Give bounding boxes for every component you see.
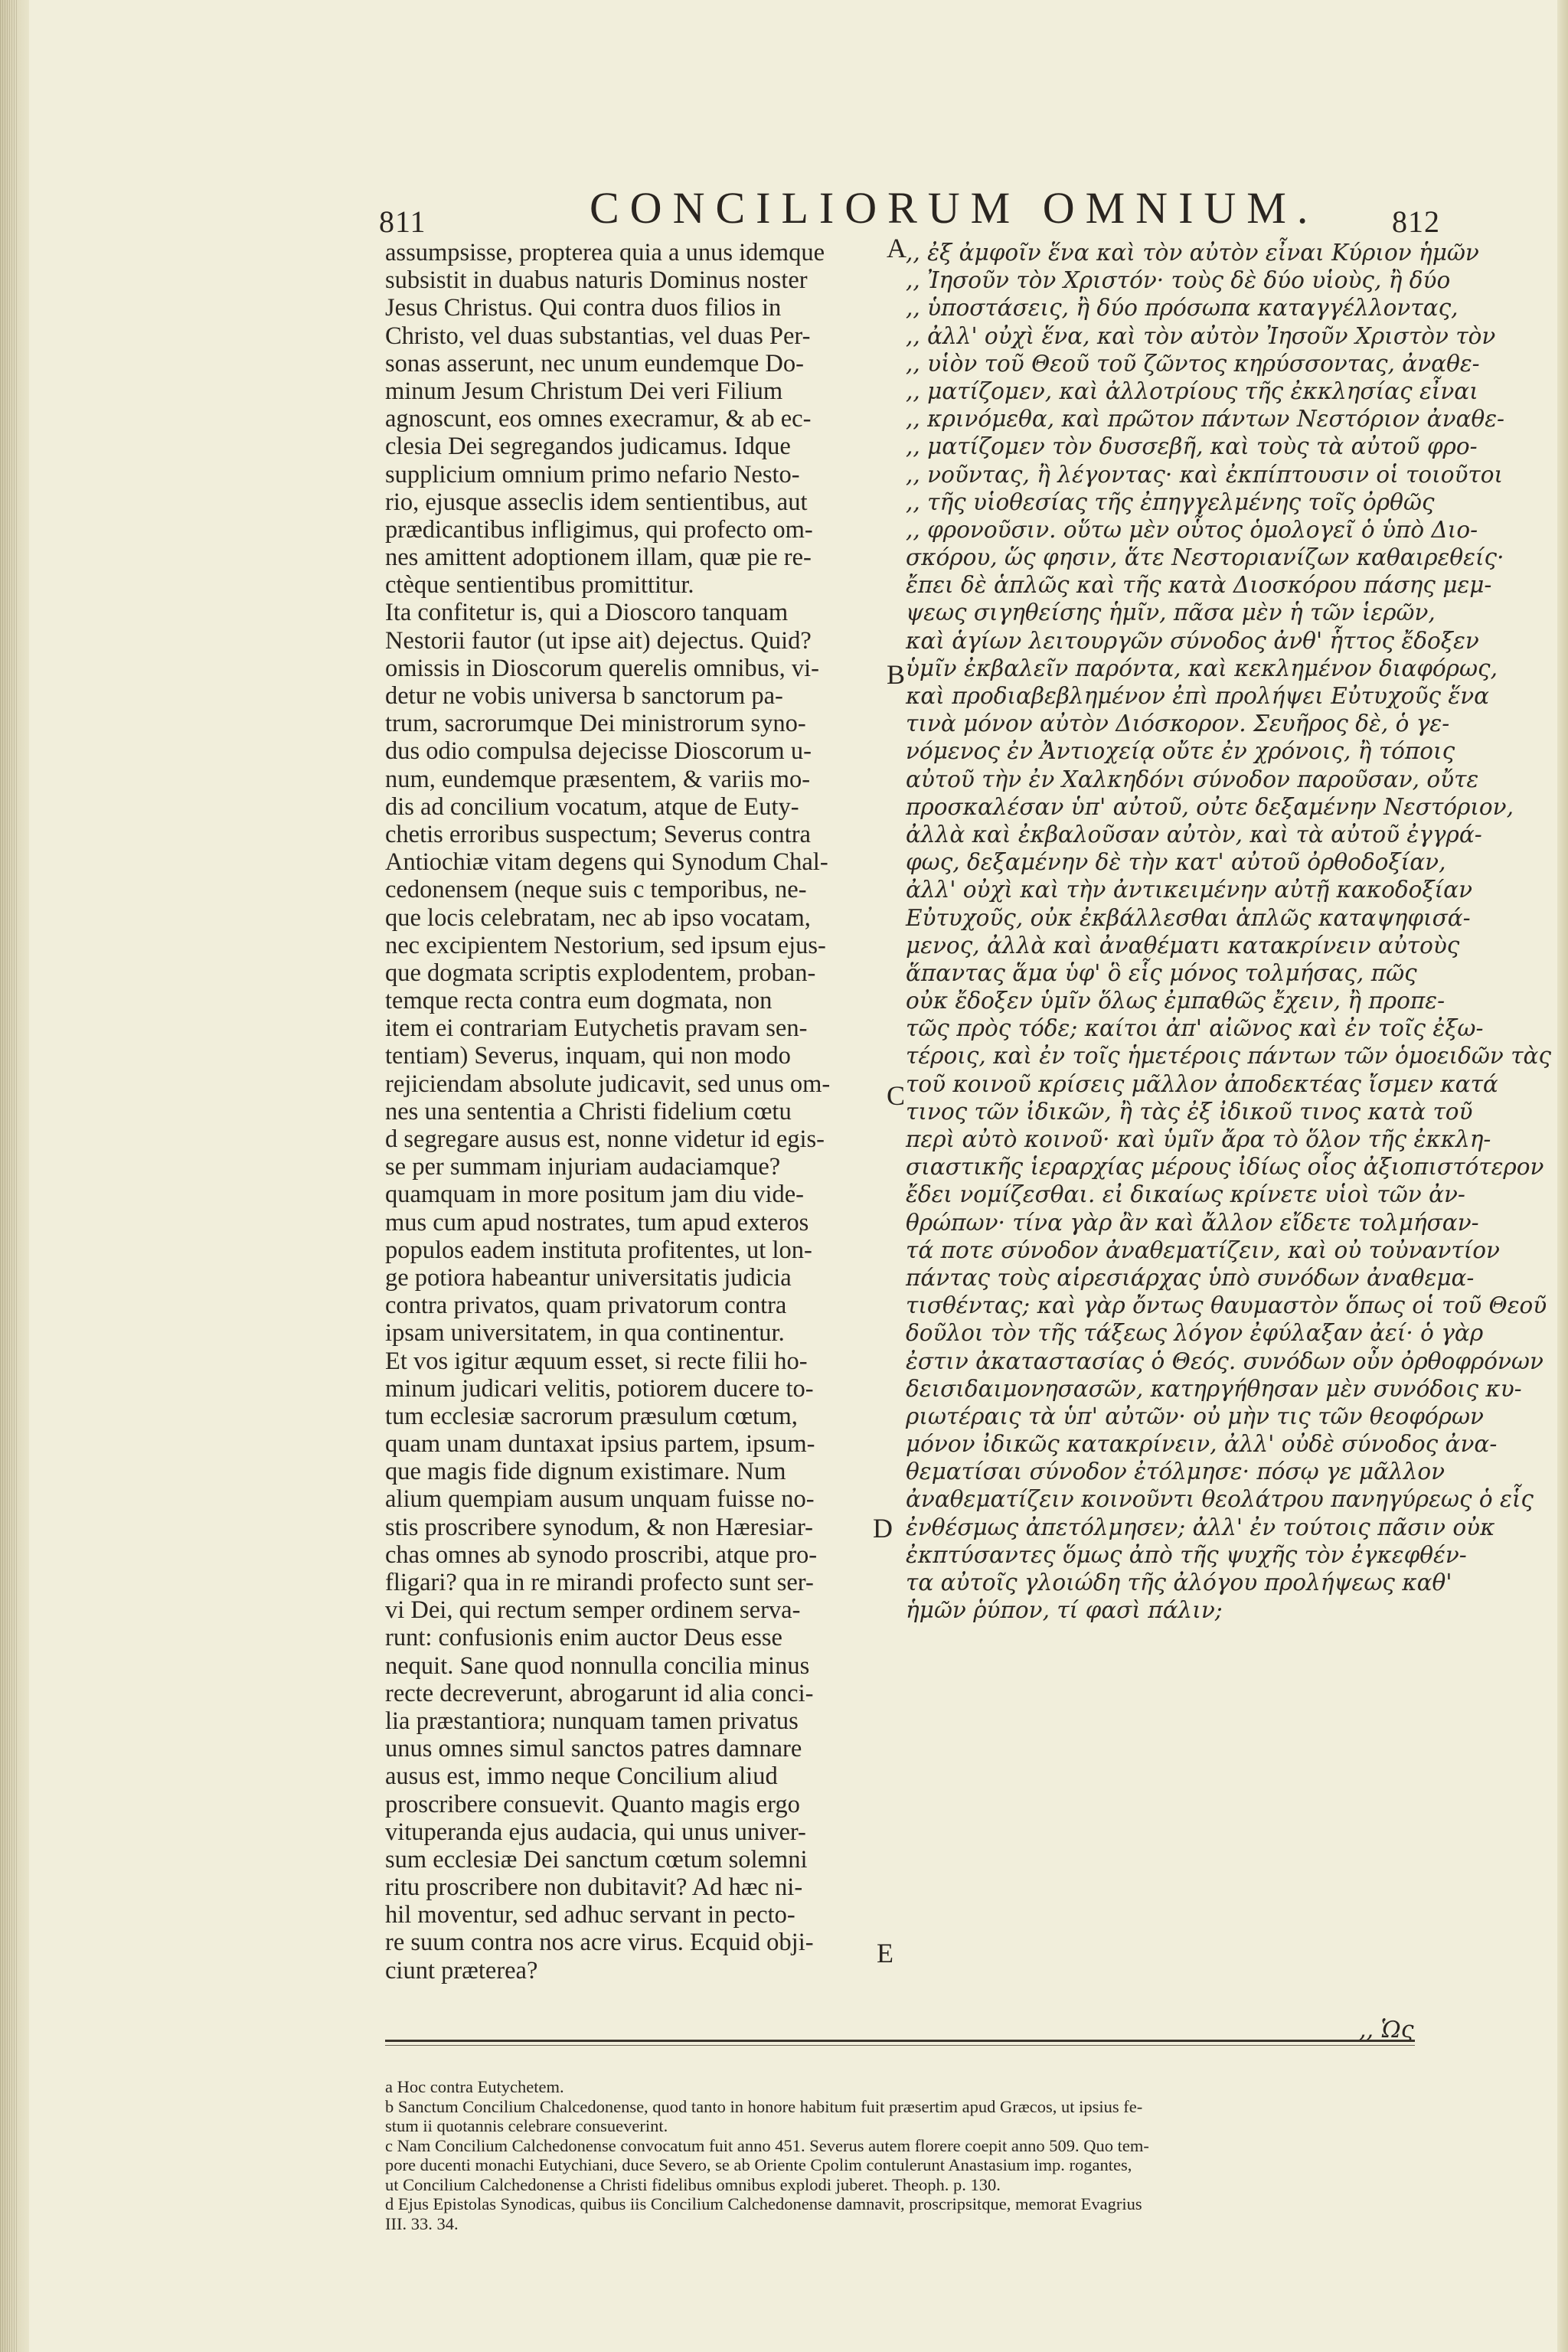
latin-text-line: proscribere consuevit. Quanto magis ergo bbox=[385, 1790, 800, 1818]
footnote-line: stum ii quotannis celebrare consueverint. bbox=[385, 2116, 668, 2135]
margin-letter-e: E bbox=[877, 1938, 893, 1968]
greek-text-line: τά ποτε σύνοδον ἀναθεματίζειν, καὶ οὐ τοὐναντίον bbox=[906, 1236, 1500, 1263]
latin-text-line: ctèque sentientibus promittitur. bbox=[385, 571, 694, 599]
greek-text-line: ἡμῶν ῥύπον, τί φασὶ πάλιν; bbox=[906, 1597, 1223, 1624]
running-title: CONCILIORUM OMNIUM. bbox=[590, 183, 1319, 233]
page-number-left: 811 bbox=[379, 204, 426, 239]
greek-text-line: θρώπων· τίνα γὰρ ἂν καὶ ἄλλον εἴδετε τολμήσαν- bbox=[906, 1209, 1479, 1236]
margin-letter-c: C bbox=[887, 1080, 906, 1111]
greek-text-line: ,, ματίζομεν, καὶ ἀλλοτρίους τῆς ἐκκλησίας εἶναι bbox=[906, 377, 1478, 404]
latin-text-line: contra privatos, quam privatorum contra bbox=[385, 1292, 787, 1320]
greek-text-line: ,, ὑποστάσεις, ἢ δύο πρόσωπα καταγγέλλοντας, bbox=[906, 295, 1459, 322]
latin-text-line: dis ad concilium vocatum, atque de Euty- bbox=[385, 792, 799, 821]
greek-text-line: ,, ματίζομεν τὸν δυσσεβῆ, καὶ τοὺς τὰ αὐτοῦ φρο- bbox=[906, 433, 1478, 460]
latin-text-line: mus cum apud nostrates, tum apud exteros bbox=[385, 1208, 809, 1236]
greek-text-line: ,, ἀλλ' οὐχὶ ἕνα, καὶ τὸν αὐτὸν Ἰησοῦν Χριστὸν τὸν bbox=[906, 322, 1496, 349]
latin-text-line: unus omnes simul sanctos patres damnare bbox=[385, 1735, 802, 1763]
latin-text-line: item ei contrariam Eutychetis pravam sen- bbox=[385, 1014, 808, 1043]
latin-text-line: vituperanda ejus audacia, qui unus univer- bbox=[385, 1818, 806, 1846]
footnote-line: ut Concilium Calchedonense a Christi fidelibus omnibus explodi juberet. Theoph. p. 130. bbox=[385, 2174, 1001, 2194]
greek-text-line: ἐστιν ἀκαταστασίας ὁ Θεός. συνόδων οὖν ὀρθοφρόνων bbox=[906, 1348, 1544, 1374]
latin-text-line: agnoscunt, eos omnes execramur, & ab ec- bbox=[385, 405, 812, 433]
latin-text-line: fligari? qua in re mirandi profecto sunt ser- bbox=[385, 1569, 814, 1596]
greek-text-line: ,, κρινόμεθα, καὶ πρῶτον πάντων Νεστόριον ἀναθε- bbox=[906, 406, 1505, 433]
greek-text-line: θεματίσαι σύνοδον ἐτόλμησε· πόσῳ γε μᾶλλον bbox=[906, 1459, 1446, 1485]
footnote-line: d Ejus Epistolas Synodicas, quibus iis Concilium Calchedonense damnavit, proscripsitque, memorat Evagrius bbox=[385, 2194, 1142, 2213]
greek-text-line: ,, Ἰησοῦν τὸν Χριστόν· τοὺς δὲ δύο υἱοὺς, ἢ δύο bbox=[906, 267, 1451, 294]
latin-text-line: prædicantibus infligimus, qui profecto om- bbox=[385, 515, 813, 544]
latin-text-line: recte decreverunt, abrogarunt id alia conci- bbox=[385, 1679, 814, 1707]
latin-text-line: ge potiora habeantur universitatis judicia bbox=[385, 1263, 792, 1292]
greek-text-line: ἔπει δὲ ἁπλῶς καὶ τῆς κατὰ Διοσκόρου πάσης μεμ- bbox=[906, 572, 1492, 599]
latin-text-line: vi Dei, qui rectum semper ordinem serva- bbox=[385, 1596, 801, 1625]
right-page-edge bbox=[1557, 0, 1568, 2352]
greek-text-line: ἅπαντας ἅμα ὑφ' ὃ εἷς μόνος τολμήσας, πῶς bbox=[906, 959, 1417, 986]
latin-text-line: trum, sacrorumque Dei ministrorum syno- bbox=[385, 710, 806, 738]
greek-text-line: ἔδει νομίζεσθαι. εἰ δικαίως κρίνετε υἱοὶ τῶν ἀν- bbox=[906, 1181, 1465, 1208]
greek-text-line: ,, υἱὸν τοῦ Θεοῦ τοῦ ζῶντος κηρύσσοντας, ἀναθε- bbox=[906, 350, 1480, 377]
latin-text-line: re suum contra nos acre virus. Ecquid obji- bbox=[385, 1929, 814, 1957]
latin-text-line: nec excipientem Nestorium, sed ipsum ejus- bbox=[385, 931, 826, 959]
margin-letter-d: D bbox=[873, 1513, 893, 1544]
footnote-line: III. 33. 34. bbox=[385, 2213, 459, 2233]
greek-text-line: τισθέντας; καὶ γὰρ ὄντως θαυμαστὸν ὅπως οἱ τοῦ Θεοῦ bbox=[906, 1292, 1547, 1319]
latin-text-line: populos eadem instituta profitentes, ut lon- bbox=[385, 1236, 812, 1264]
greek-text-line: ἀλλ' οὐχὶ καὶ τὴν ἀντικειμένην αὐτῇ κακοδοξίαν bbox=[906, 877, 1473, 903]
greek-text-line: τα αὐτοῖς γλοιώδη τῆς ἀλόγου προλήψεως καθ' bbox=[906, 1570, 1452, 1596]
greek-text-line: προσκαλέσαν ὑπ' αὐτοῦ, οὐτε δεξαμένην Νεστόριον, bbox=[906, 793, 1514, 820]
latin-text-line: detur ne vobis universa b sanctorum pa- bbox=[385, 682, 783, 710]
latin-text-line: sonas asserunt, nec unum eundemque Do- bbox=[385, 349, 804, 377]
greek-text-line: ριωτέραις τὰ ὑπ' αὐτῶν· οὐ μὴν τις τῶν θεοφόρων bbox=[906, 1403, 1484, 1429]
latin-text-line: alium quempiam ausum unquam fuisse no- bbox=[385, 1485, 815, 1514]
latin-text-line: num, eundemque præsentem, & variis mo- bbox=[385, 765, 811, 793]
latin-text-line: runt: confusionis enim auctor Deus esse bbox=[385, 1624, 782, 1652]
greek-text-line: φως, δεξαμένην δὲ τὴν κατ' αὐτοῦ ὀρθοδοξίαν, bbox=[906, 849, 1446, 876]
latin-text-line: chas omnes ab synodo proscribi, atque pro- bbox=[385, 1540, 818, 1569]
latin-text-line: nes amittent adoptionem illam, quæ pie re- bbox=[385, 544, 812, 572]
footnote-line: c Nam Concilium Calchedonense convocatum fuit anno 451. Severus autem florere coepit anno 509. Quo tem- bbox=[385, 2135, 1149, 2155]
greek-text-line: τοῦ κοινοῦ κρίσεις μᾶλλον ἀποδεκτέας ἴσμεν κατά bbox=[906, 1070, 1498, 1097]
latin-text-line: stis proscribere synodum, & non Hæresiar- bbox=[385, 1513, 813, 1541]
footnotes bbox=[385, 2077, 1415, 2233]
greek-text-line: περὶ αὐτὸ κοινοῦ· καὶ ὑμῖν ἄρα τὸ ὅλον τῆς ἐκκλη- bbox=[906, 1126, 1491, 1152]
latin-text-line: Nestorii fautor (ut ipse ait) dejectus. Quid? bbox=[385, 626, 812, 655]
greek-text-line: ,, νοῦντας, ἢ λέγοντας· καὶ ἐκπίπτουσιν οἱ τοιοῦτοι bbox=[906, 461, 1504, 488]
latin-text-line: nequit. Sane quod nonnulla concilia minus bbox=[385, 1651, 810, 1680]
latin-text-line: dus odio compulsa dejecisse Dioscorum u- bbox=[385, 737, 812, 766]
footnote-rule-thin bbox=[385, 2045, 1415, 2046]
greek-text-line: ,, τῆς υἱοθεσίας τῆς ἐπηγγελμένης τοῖς ὀρθῶς bbox=[906, 488, 1435, 515]
greek-text-line: σιαστικῆς ἱεραρχίας μέρους ἰδίως οἷος ἀξιοπιστότερον bbox=[906, 1154, 1544, 1181]
latin-text-line: ausus est, immo neque Concilium aliud bbox=[385, 1762, 778, 1791]
page-number-right: 812 bbox=[1392, 204, 1440, 239]
latin-text-line: quamquam in more positum jam diu vide- bbox=[385, 1181, 804, 1209]
latin-text-line: lia præstantiora; nunquam tamen privatus bbox=[385, 1707, 799, 1735]
latin-text-line: ritu proscribere non dubitavit? Ad hæc ni- bbox=[385, 1873, 803, 1902]
footnote-line: a Hoc contra Eutychetem. bbox=[385, 2077, 564, 2096]
greek-text-line: ἀλλὰ καὶ ἐκβαλοῦσαν αὐτὸν, καὶ τὰ αὐτοῦ ἐγγρά- bbox=[906, 821, 1482, 848]
latin-text-line: subsistit in duabus naturis Dominus noster bbox=[385, 266, 808, 295]
greek-column bbox=[906, 239, 1551, 1624]
latin-text-line: Jesus Christus. Qui contra duos filios in bbox=[385, 294, 782, 322]
latin-text-line: minum judicari velitis, potiorem ducere to- bbox=[385, 1374, 814, 1403]
latin-text-line: que dogmata scriptis explodentem, proban- bbox=[385, 959, 816, 987]
latin-text-line: Ita confitetur is, qui a Dioscoro tanquam bbox=[385, 599, 789, 627]
latin-text-line: que magis fide dignum existimare. Num bbox=[385, 1458, 786, 1486]
latin-text-line: ipsam universitatem, in qua continentur. bbox=[385, 1319, 785, 1348]
greek-text-line: ἐκπτύσαντες ὅμως ἀπὸ τῆς ψυχῆς τὸν ἐγκεφθέν- bbox=[906, 1541, 1467, 1568]
greek-text-line: πάντας τοὺς αἱρεσιάρχας ὑπὸ συνόδων ἀναθεμα- bbox=[906, 1264, 1475, 1291]
greek-text-line: δεισιδαιμονησασῶν, κατηργήθησαν μὲν συνόδοις κυ- bbox=[906, 1375, 1522, 1402]
greek-text-line: ἀναθεματίζειν κοινοῦντι θεολάτρου πανηγύρεως ὁ εἷς bbox=[906, 1486, 1534, 1513]
latin-text-line: tentiam) Severus, inquam, qui non modo bbox=[385, 1042, 791, 1070]
footnote-line: pore ducenti monachi Eutychiani, duce Severo, se ab Oriente Cpolim contulerunt Anastasium imp. rogantes, bbox=[385, 2155, 1132, 2174]
greek-text-line: τινος τῶν ἰδικῶν, ἢ τὰς ἐξ ἰδικοῦ τινος κατὰ τοῦ bbox=[906, 1098, 1473, 1125]
latin-text-line: d segregare ausus est, nonne videtur id egis- bbox=[385, 1125, 825, 1153]
latin-text-line: Antiochiæ vitam degens qui Synodum Chal- bbox=[385, 848, 828, 877]
latin-text-line: ciunt præterea? bbox=[385, 1956, 538, 1984]
greek-text-line: νόμενος ἐν Ἀντιοχείᾳ οὔτε ἐν χρόνοις, ἢ τόποις bbox=[906, 738, 1455, 765]
greek-text-line: καὶ ἁγίων λειτουργῶν σύνοδος ἀνθ' ἧττος ἔδοξεν bbox=[906, 627, 1479, 654]
margin-letter-b: B bbox=[887, 659, 906, 690]
greek-text-line: τέροις, καὶ ἐν τοῖς ἡμετέροις πάντων τῶν ὁμοειδῶν τὰς bbox=[906, 1043, 1551, 1070]
greek-text-line: αὐτοῦ τὴν ἐν Χαλκηδόνι σύνοδον παροῦσαν, οὔτε bbox=[906, 766, 1479, 792]
latin-text-line: que locis celebratam, nec ab ipso vocatam, bbox=[385, 903, 811, 932]
greek-text-line: ὑμῖν ἐκβαλεῖν παρόντα, καὶ κεκλημένον διαφόρως, bbox=[906, 655, 1498, 681]
latin-text-line: Et vos igitur æquum esset, si recte filii ho- bbox=[385, 1347, 808, 1375]
latin-column bbox=[385, 239, 884, 1984]
greek-text-line: ,, ἐξ ἀμφοῖν ἕνα καὶ τὸν αὐτὸν εἶναι Κύριον ἡμῶν bbox=[906, 240, 1479, 266]
greek-text-line: δοῦλοι τὸν τῆς τάξεως λόγον ἐφύλαξαν ἀεί· ὁ γὰρ bbox=[906, 1320, 1484, 1347]
greek-text-line: ,, φρονοῦσιν. οὕτω μὲν οὗτος ὁμολογεῖ ὁ ὑπὸ Διο- bbox=[906, 516, 1478, 543]
latin-text-line: Christo, vel duas substantias, vel duas Per- bbox=[385, 322, 811, 350]
greek-text-line: τῶς πρὸς τόδε; καίτοι ἀπ' αἰῶνος καὶ ἐν τοῖς ἐξω- bbox=[906, 1015, 1484, 1042]
latin-text-line: cedonensem (neque suis c temporibus, ne- bbox=[385, 876, 807, 904]
greek-text-line: ψεως σιγηθείσης ἡμῖν, πᾶσα μὲν ἡ τῶν ἱερῶν, bbox=[906, 599, 1436, 626]
greek-text-line: τινὰ μόνον αὐτὸν Διόσκορον. Σευῆρος δὲ, ὁ γε- bbox=[906, 710, 1450, 737]
footnote-line: b Sanctum Concilium Chalcedonense, quod tanto in honore habitum fuit præsertim apud Græcos, ut ipsius fe- bbox=[385, 2096, 1143, 2116]
latin-text-line: supplicium omnium primo nefario Nesto- bbox=[385, 460, 800, 488]
catchword: ,, Ὡς bbox=[1359, 2017, 1414, 2043]
latin-text-line: quam unam duntaxat ipsius partem, ipsum- bbox=[385, 1430, 815, 1459]
latin-text-line: minum Jesum Christum Dei veri Filium bbox=[385, 377, 783, 405]
margin-letter-a: A bbox=[887, 233, 906, 263]
latin-text-line: tum ecclesiæ sacrorum præsulum cœtum, bbox=[385, 1402, 798, 1430]
latin-text-line: se per summam injuriam audaciamque? bbox=[385, 1153, 781, 1181]
greek-text-line: ἐνθέσμως ἀπετόλμησεν; ἀλλ' ἐν τούτοις πᾶσιν οὐκ bbox=[906, 1514, 1495, 1540]
latin-text-line: temque recta contra eum dogmata, non bbox=[385, 987, 773, 1015]
greek-text-line: σκόρου, ὥς φησιν, ἅτε Νεστοριανίζων καθαιρεθείς· bbox=[906, 544, 1504, 571]
latin-text-line: rio, ejusque asseclis idem sentientibus, aut bbox=[385, 488, 808, 516]
greek-text-line: μόνον ἰδικῶς κατακρίνειν, ἀλλ' οὐδὲ σύνοδος ἀνα- bbox=[906, 1431, 1498, 1458]
greek-text-line: μενος, ἀλλὰ καὶ ἀναθέματι κατακρίνειν αὐτοὺς bbox=[906, 932, 1460, 959]
greek-text-line: οὐκ ἔδοξεν ὑμῖν ὅλως ἐμπαθῶς ἔχειν, ἢ προπε- bbox=[906, 988, 1446, 1014]
latin-text-line: clesia Dei segregandos judicamus. Idque bbox=[385, 433, 791, 461]
greek-text-line: καὶ προδιαβεβλημένον ἐπὶ προλήψει Εὐτυχοῦς ἕνα bbox=[906, 683, 1490, 709]
latin-text-line: rejiciendam absolute judicavit, sed unus om- bbox=[385, 1070, 831, 1098]
latin-text-line: omissis in Dioscorum querelis omnibus, vi- bbox=[385, 654, 819, 682]
latin-text-line: hil moventur, sed adhuc servant in pecto- bbox=[385, 1901, 795, 1929]
greek-text-line: Εὐτυχοῦς, οὐκ ἐκβάλλεσθαι ἁπλῶς καταψηφισά- bbox=[906, 904, 1471, 931]
latin-text-line: nes una sententia a Christi fidelium cœtu bbox=[385, 1097, 792, 1125]
page-edges bbox=[0, 0, 17, 2352]
latin-text-line: sum ecclesiæ Dei sanctum cœtum solemni bbox=[385, 1845, 808, 1873]
latin-text-line: assumpsisse, propterea quia a unus idemque bbox=[385, 239, 825, 266]
footnote-rule bbox=[385, 2040, 1415, 2042]
latin-text-line: chetis erroribus suspectum; Severus contra bbox=[385, 820, 811, 848]
